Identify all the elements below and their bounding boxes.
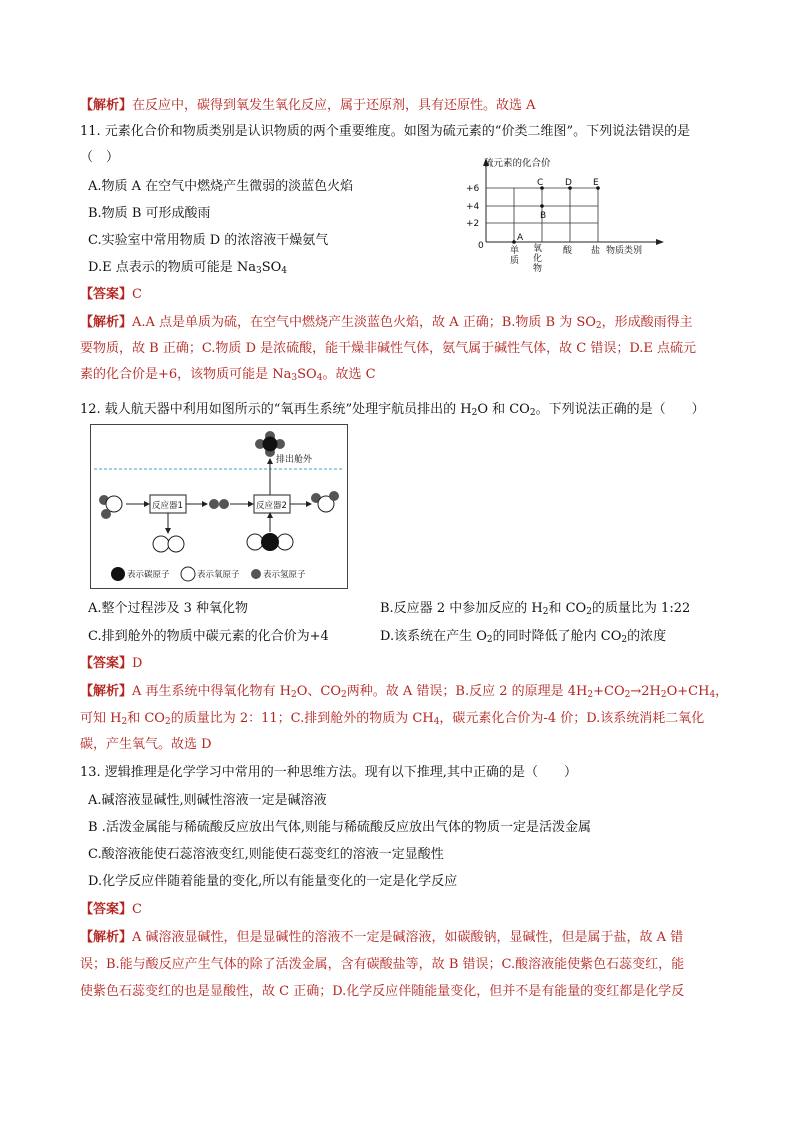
q11-explanation-2: 要物质，故 B 正确；C.物质 D 是浓硫酸，能干燥非碱性气体，氨气属于碱性气体，故 C 错误；D.E 点硫元 [80,341,697,356]
chart-cat-acid: 酸 [563,246,573,256]
chart-origin: 0 [478,241,484,251]
carbon-dioxide-molecule [247,533,293,551]
chart-tick-4: +4 [466,202,480,212]
oxygen-regeneration-diagram [90,424,348,589]
chart-tick-2: +2 [466,219,480,229]
q12-answer: 【答案】D [80,656,143,671]
q11-option-c: C.实验室中常用物质 D 的浓溶液干燥氨气 [88,233,329,248]
q13-option-c: C.酸溶液能使石蕊溶液变红,则能使石蕊变红的溶液一定显酸性 [88,847,444,862]
reactor-1-label: 反应器1 [152,501,183,511]
q13-explanation-1: 【解析】A 碱溶液显碱性，但是显碱性的溶液不一定是碱溶液，如碳酸钠，显碱性，但是属于盐，故 A 错 [80,930,684,945]
chart-label-d: D [565,178,572,188]
intro-analysis [80,96,536,116]
q13-explanation-3: 使紫色石蕊变红的也是显酸性，故 C 正确；D.化学反应伴随能量变化，但并不是有能量的变红都是化学反 [80,984,685,999]
q12-explanation-1: 【解析】A 再生系统中得氧化物有 $H_2O$、$CO_2$两种。故 A 错误；B.反应 2 的原理是 $4H_2+CO_2\to 2H_2O+CH_4$， [80,684,729,700]
chart-cat-salt: 盐 [591,246,601,256]
q13-option-b: B .活泼金属能与稀硫酸反应放出气体,则能与稀硫酸反应放出气体的物质一定是活泼金属 [88,820,591,835]
q13-answer: 【答案】C [80,902,142,917]
chart-point-b [540,204,544,208]
chart-point-a [512,240,516,244]
q12-option-d: D.该系统在产生 $O_2$的同时降低了舱内 $CO_2$的浓度 [380,629,667,645]
q11-option-a: A.物质 A 在空气中燃烧产生微弱的淡蓝色火焰 [88,179,354,194]
q13-explanation-2: 误；B.能与酸反应产生气体的除了活泼金属，含有碳酸盐等，故 B 错误；C.酸溶液能使紫色石蕊变红，能 [80,957,685,972]
q11-explanation-3: 素的化合价是+6，该物质可能是 $Na_3SO_4$。故选 C [80,367,376,383]
q13-option-a: A.碱溶液显碱性,则碱性溶液一定是碱溶液 [88,793,327,808]
q12-option-a: A.整个过程涉及 3 种氧化物 [88,601,249,616]
chart-xlabel: 物质类别 [606,246,643,256]
q11-option-d: D.E 点表示的物质可能是 $Na_3SO_4$ [88,260,288,276]
chart-cat-oxide-vertical: 氧化物 [533,244,543,274]
chart-label-a: A [517,233,524,243]
chart-label-b: B [540,211,547,221]
chart-cat-element: 单质 [510,246,520,266]
chart-label-c: C [537,178,544,188]
analysis-text: 在反应中，碳得到氧发生氧化反应，属于还原剂，具有还原性。故选 A [132,98,536,113]
chart-label-e: E [593,178,599,188]
chart-ylabel: 硫元素的化合价 [484,158,551,169]
q11-option-b: B.物质 B 可形成酸雨 [88,206,211,221]
q12-option-c: C.排到舱外的物质中碳元素的化合价为+4 [88,629,329,644]
q11-stem-bracket: （ ） [80,150,120,165]
reactor-2-label: 反应器2 [256,501,287,511]
q11-explanation-1: 【解析】A.A 点是单质为硫，在空气中燃烧产生淡蓝色火焰，故 A 正确；B.物质 B 为 $SO_2$，形成酸雨得主 [80,315,693,331]
q12-explanation-3: 碳，产生氧气。故选 D [80,737,212,752]
analysis-tag: 【解析】 [80,98,133,113]
q12-option-b: B.反应器 2 中参加反应的 $H_2$和 $CO_2$的质量比为 1:22 [380,601,691,617]
q13-option-d: D.化学反应伴随着能量的变化,所以有能量变化的一定是化学反应 [88,874,458,889]
q11-answer: 【答案】C [80,287,142,302]
legend-carbon: 表示碳原子 [127,570,170,580]
legend-oxygen: 表示氧原子 [197,570,240,580]
q11-stem: 11. 元素化合价和物质类别是认识物质的两个重要维度。如图为硫元素的“价类二维图”。下列说法错误的是 [80,124,691,139]
q13-stem: 13. 逻辑推理是化学学习中常用的一种思维方法。现有以下推理,其中正确的是（ ） [80,765,577,780]
q12-stem: 12. 载人航天器中利用如图所示的“氧再生系统”处理宇航员排出的 $H_2O$ 和 $CO_2$。下列说法正确的是（ ） [80,402,705,418]
legend-hydrogen: 表示氢原子 [263,570,306,580]
q12-explanation-2: 可知 $H_2$和 $CO_2$的质量比为 2：11；C.排到舱外的物质为 $CH_4$，碳元素化合价为-4 价；D.该系统消耗二氧化 [80,711,705,727]
chart-tick-6: +6 [466,184,480,194]
exhaust-label: 排出舱外 [276,455,313,465]
sulfur-valence-chart [462,152,692,280]
